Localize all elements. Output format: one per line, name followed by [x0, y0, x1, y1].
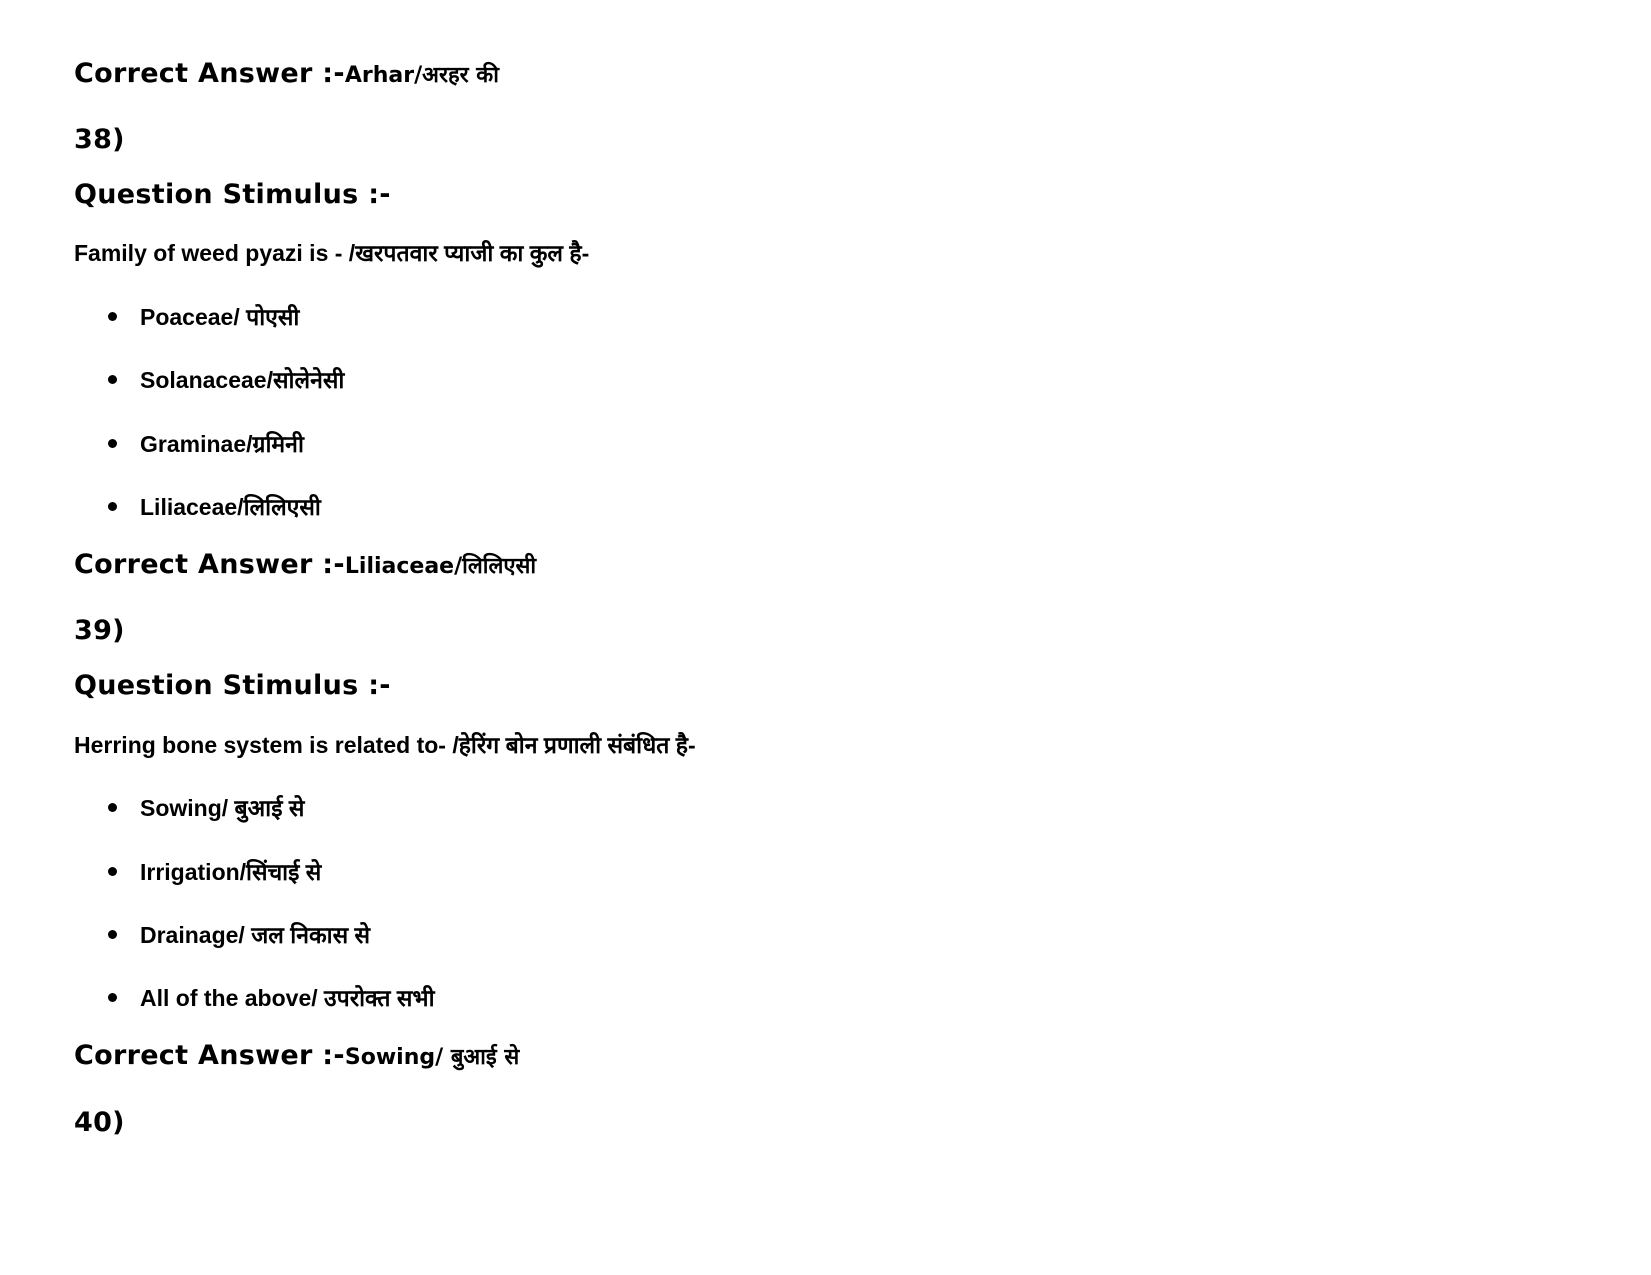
question-stimulus-label: Question Stimulus :-	[74, 179, 391, 210]
question-number: 40)	[74, 1107, 125, 1138]
bullet-icon	[108, 502, 117, 511]
option-text: Liliaceae/लिलिएसी	[140, 494, 321, 520]
option-text: Graminae/ग्रमिनी	[140, 431, 304, 457]
option-text: Irrigation/सिंचाई से	[140, 859, 322, 885]
correct-answer-label: Correct Answer :-	[74, 1040, 345, 1071]
option-text: Drainage/ जल निकास से	[140, 922, 371, 948]
option-item	[108, 918, 370, 950]
option-item	[108, 300, 299, 332]
bullet-icon	[108, 803, 117, 812]
question-number: 38)	[74, 124, 125, 155]
option-text: Poaceae/ पोएसी	[140, 304, 300, 330]
option-text: All of the above/ उपरोक्त सभी	[140, 985, 435, 1011]
correct-answer-value: Liliaceae/लिलिएसी	[344, 554, 537, 579]
correct-answer-value: Arhar/अरहर की	[344, 63, 499, 88]
correct-answer-label: Correct Answer :-	[74, 58, 345, 89]
bullet-icon	[108, 375, 117, 384]
correct-answer-value: Sowing/ बुआई से	[344, 1045, 520, 1070]
option-item	[108, 791, 304, 823]
correct-answer-line	[74, 549, 536, 580]
option-item	[108, 490, 321, 522]
option-text: Solanaceae/सोलेनेसी	[140, 367, 345, 393]
option-text: Sowing/ बुआई से	[140, 795, 305, 821]
correct-answer-label: Correct Answer :-	[74, 549, 345, 580]
option-item	[108, 363, 344, 395]
question-stimulus-text: Herring bone system is related to- /हेरिंग बोन प्रणाली संबंधित है-	[74, 732, 696, 758]
option-item	[108, 855, 321, 887]
option-item	[108, 981, 435, 1013]
bullet-icon	[108, 439, 117, 448]
bullet-icon	[108, 867, 117, 876]
bullet-icon	[108, 312, 117, 321]
option-item	[108, 427, 304, 459]
bullet-icon	[108, 930, 117, 939]
correct-answer-line	[74, 58, 499, 89]
correct-answer-line	[74, 1040, 519, 1071]
question-number: 39)	[74, 615, 125, 646]
bullet-icon	[108, 993, 117, 1002]
question-stimulus-label: Question Stimulus :-	[74, 670, 391, 701]
question-stimulus-text: Family of weed pyazi is - /खरपतवार प्याजी का कुल है-	[74, 240, 590, 266]
